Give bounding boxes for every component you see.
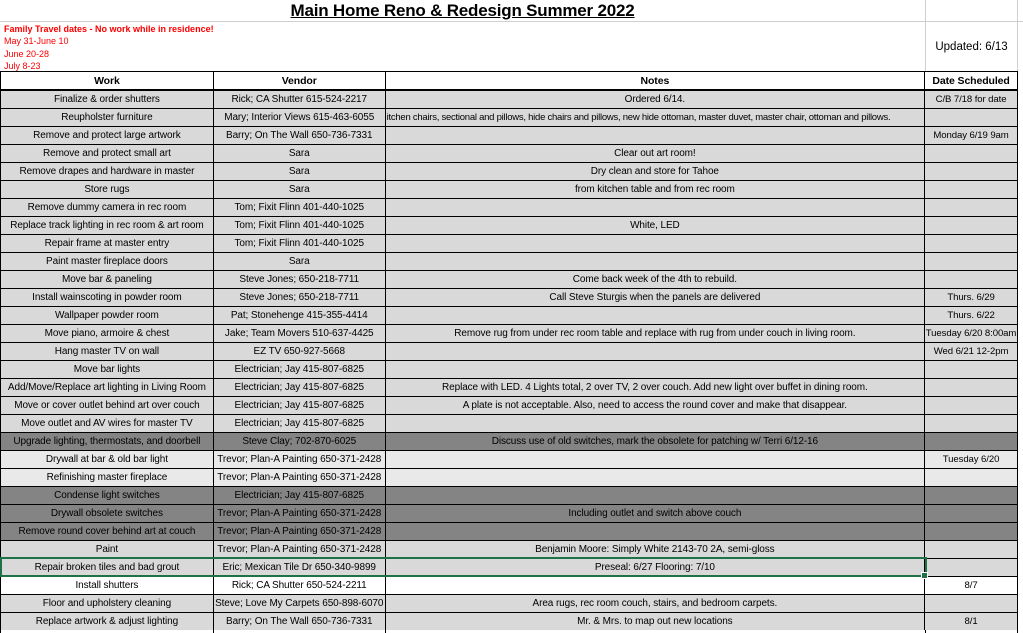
table-row: [1, 163, 1018, 181]
cell-notes[interactable]: [386, 307, 925, 324]
cell-vendor[interactable]: Electrician; Jay 415-807-6825: [214, 379, 386, 396]
cell-date[interactable]: [925, 217, 1018, 234]
cell-date[interactable]: [925, 181, 1018, 198]
cell-notes[interactable]: [386, 451, 925, 468]
cell-vendor[interactable]: Trevor; Plan-A Painting 650-371-2428: [214, 451, 386, 468]
cell-vendor[interactable]: Electrician; Jay 415-807-6825: [214, 415, 386, 432]
cell-vendor[interactable]: Barry; On The Wall 650-736-7331: [214, 613, 386, 630]
cell-date[interactable]: [925, 415, 1018, 432]
cell-vendor[interactable]: Rick; CA Shutter 615-524-2217: [214, 91, 386, 108]
cell-date[interactable]: [925, 253, 1018, 270]
cell-work[interactable]: Remove drapes and hardware in master: [1, 163, 214, 180]
cell-work[interactable]: Move piano, armoire & chest: [1, 325, 214, 342]
table-row: [1, 451, 1018, 469]
schedule-table: [0, 71, 1018, 631]
table-row: [1, 235, 1018, 253]
table-row: [1, 217, 1018, 235]
cell-vendor[interactable]: Steve Jones; 650-218-7711: [214, 289, 386, 306]
cell-notes[interactable]: [386, 577, 925, 594]
cell-work[interactable]: Remove and protect large artwork: [1, 127, 214, 144]
cell-notes[interactable]: Come back week of the 4th to rebuild.: [386, 271, 925, 288]
cell-work[interactable]: Remove round cover behind art at couch: [1, 523, 214, 540]
cell-vendor[interactable]: Sara: [214, 163, 386, 180]
cell-date[interactable]: Tuesday 6/20: [925, 451, 1018, 468]
cell-vendor[interactable]: Eric; Mexican Tile Dr 650-340-9899: [214, 559, 386, 576]
cell-date[interactable]: [925, 433, 1018, 450]
cell-work[interactable]: Hang master TV on wall: [1, 343, 214, 360]
table-row: [1, 469, 1018, 487]
cell-vendor[interactable]: Electrician; Jay 415-807-6825: [214, 397, 386, 414]
cell-notes[interactable]: Mr. & Mrs. to map out new locations: [386, 613, 925, 630]
cell-date[interactable]: [925, 487, 1018, 504]
cell-date[interactable]: Thurs. 6/29: [925, 289, 1018, 306]
table-row: [1, 325, 1018, 343]
cell-work[interactable]: Store rugs: [1, 181, 214, 198]
table-row: [1, 109, 1018, 127]
cell-work[interactable]: Paint master fireplace doors: [1, 253, 214, 270]
column-header-notes[interactable]: Notes: [386, 72, 925, 89]
cell-date[interactable]: [925, 559, 1018, 576]
cell-date[interactable]: [925, 199, 1018, 216]
gridline-horizontal: [0, 21, 1023, 22]
cell-vendor[interactable]: Trevor; Plan-A Painting 650-371-2428: [214, 469, 386, 486]
table-row: [1, 595, 1018, 613]
cell-work[interactable]: Repair broken tiles and bad grout: [1, 559, 214, 576]
cell-vendor[interactable]: Pat; Stonehenge 415-355-4414: [214, 307, 386, 324]
cell-work[interactable]: Paint: [1, 541, 214, 558]
cell-notes[interactable]: Including outlet and switch above couch: [386, 505, 925, 522]
column-header-date-scheduled[interactable]: Date Scheduled: [925, 72, 1018, 89]
table-row: [1, 289, 1018, 307]
cell-notes[interactable]: [386, 469, 925, 486]
cell-notes[interactable]: A plate is not acceptable. Also, need to access the round cover and make that disappear.: [386, 397, 925, 414]
cell-date[interactable]: C/B 7/18 for date: [925, 91, 1018, 108]
table-row: [1, 415, 1018, 433]
cell-vendor[interactable]: Trevor; Plan-A Painting 650-371-2428: [214, 523, 386, 540]
cell-vendor[interactable]: Trevor; Plan-A Painting 650-371-2428: [214, 505, 386, 522]
table-row: [1, 199, 1018, 217]
cell-work[interactable]: Remove and protect small art: [1, 145, 214, 162]
table-row: [1, 541, 1018, 559]
cell-notes[interactable]: Discuss use of old switches, mark the obsolete for patching w/ Terri 6/12-16: [386, 433, 925, 450]
cell-vendor[interactable]: Steve; Love My Carpets 650-898-6070: [214, 595, 386, 612]
cell-notes[interactable]: White, LED: [386, 217, 925, 234]
column-header-vendor[interactable]: Vendor: [214, 72, 386, 89]
table-row: [1, 361, 1018, 379]
cell-date[interactable]: [925, 163, 1018, 180]
table-header-row: [1, 72, 1018, 91]
cell-vendor[interactable]: Tom; Fixit Flinn 401-440-1025: [214, 235, 386, 252]
table-row: [1, 127, 1018, 145]
table-row: [1, 307, 1018, 325]
cell-work[interactable]: Condense light switches: [1, 487, 214, 504]
updated-date-cell[interactable]: Updated: 6/13: [935, 40, 1008, 53]
cell-work[interactable]: Replace artwork & adjust lighting: [1, 613, 214, 630]
cell-work[interactable]: Floor and upholstery cleaning: [1, 595, 214, 612]
cell-date[interactable]: [925, 379, 1018, 396]
cell-work[interactable]: Wallpaper powder room: [1, 307, 214, 324]
cell-date[interactable]: 8/1: [925, 613, 1018, 630]
cell-vendor[interactable]: Sara: [214, 253, 386, 270]
table-row: [1, 253, 1018, 271]
table-row: [1, 487, 1018, 505]
cell-work[interactable]: Add/Move/Replace art lighting in Living Room: [1, 379, 214, 396]
cell-vendor[interactable]: Electrician; Jay 415-807-6825: [214, 361, 386, 378]
cell-date[interactable]: [925, 523, 1018, 540]
table-row: [1, 523, 1018, 541]
table-row: [1, 145, 1018, 163]
cell-work[interactable]: Replace track lighting in rec room & art room: [1, 217, 214, 234]
cell-notes[interactable]: [386, 199, 925, 216]
travel-dates-range-3: July 8-23: [4, 61, 41, 72]
table-row: [1, 433, 1018, 451]
cell-date[interactable]: [925, 541, 1018, 558]
cell-notes[interactable]: [386, 487, 925, 504]
cell-vendor[interactable]: Sara: [214, 181, 386, 198]
table-row: [1, 379, 1018, 397]
cell-vendor[interactable]: Electrician; Jay 415-807-6825: [214, 487, 386, 504]
cell-date[interactable]: [925, 361, 1018, 378]
table-row: [1, 613, 1018, 631]
cell-notes[interactable]: Remove rug from under rec room table and replace with rug from under couch in living room.: [386, 325, 925, 342]
cell-vendor[interactable]: EZ TV 650-927-5668: [214, 343, 386, 360]
cell-notes[interactable]: [386, 415, 925, 432]
table-row: [1, 271, 1018, 289]
cell-notes[interactable]: Ordered 6/14.: [386, 91, 925, 108]
table-row: [1, 91, 1018, 109]
cell-work[interactable]: Install shutters: [1, 577, 214, 594]
cell-notes[interactable]: [386, 127, 925, 144]
cell-date[interactable]: 8/7: [925, 577, 1018, 594]
cell-vendor[interactable]: Tom; Fixit Flinn 401-440-1025: [214, 217, 386, 234]
cell-date[interactable]: [925, 145, 1018, 162]
cell-date[interactable]: [925, 595, 1018, 612]
cell-vendor[interactable]: Steve Jones; 650-218-7711: [214, 271, 386, 288]
cell-date[interactable]: [925, 235, 1018, 252]
cell-date[interactable]: [925, 469, 1018, 486]
table-row: [1, 577, 1018, 595]
table-row: [1, 559, 1018, 577]
cell-notes[interactable]: itchen chairs, sectional and pillows, hide chairs and pillows, new hide ottoman, master duvet, master chair, ottoman and pillows.: [386, 109, 925, 126]
table-row: [1, 397, 1018, 415]
travel-dates-range-1: May 31-June 10: [4, 36, 69, 47]
cell-work[interactable]: Finalize & order shutters: [1, 91, 214, 108]
cell-vendor[interactable]: Steve Clay; 702-870-6025: [214, 433, 386, 450]
travel-dates-range-2: June 20-28: [4, 48, 50, 59]
cell-date[interactable]: [925, 505, 1018, 522]
cell-vendor[interactable]: Trevor; Plan-A Painting 650-371-2428: [214, 541, 386, 558]
cell-notes[interactable]: [386, 343, 925, 360]
cell-date[interactable]: Wed 6/21 12-2pm: [925, 343, 1018, 360]
cell-notes[interactable]: Replace with LED. 4 Lights total, 2 over TV, 2 over couch. Add new light over buffet in dining room.: [386, 379, 925, 396]
cell-work[interactable]: Move bar lights: [1, 361, 214, 378]
cell-notes[interactable]: Clear out art room!: [386, 145, 925, 162]
cell-vendor[interactable]: Mary; Interior Views 615-463-6055: [214, 109, 386, 126]
cell-work[interactable]: Remove dummy camera in rec room: [1, 199, 214, 216]
cell-date[interactable]: [925, 397, 1018, 414]
column-header-work[interactable]: Work: [1, 72, 214, 89]
cell-work[interactable]: Install wainscoting in powder room: [1, 289, 214, 306]
cell-notes[interactable]: Call Steve Sturgis when the panels are delivered: [386, 289, 925, 306]
cell-work[interactable]: Move bar & paneling: [1, 271, 214, 288]
cell-vendor[interactable]: Rick; CA Shutter 650-524-2211: [214, 577, 386, 594]
cell-work[interactable]: Repair frame at master entry: [1, 235, 214, 252]
cell-work[interactable]: Move outlet and AV wires for master TV: [1, 415, 214, 432]
cell-notes[interactable]: Benjamin Moore: Simply White 2143-70 2A, semi-gloss: [386, 541, 925, 558]
cell-work[interactable]: Upgrade lighting, thermostats, and doorbell: [1, 433, 214, 450]
cell-vendor[interactable]: Jake; Team Movers 510-637-4425: [214, 325, 386, 342]
cell-date[interactable]: Thurs. 6/22: [925, 307, 1018, 324]
cell-date[interactable]: Tuesday 6/20 8:00am: [925, 325, 1018, 342]
cell-work[interactable]: Drywall obsolete switches: [1, 505, 214, 522]
table-row: [1, 505, 1018, 523]
cell-vendor[interactable]: Tom; Fixit Flinn 401-440-1025: [214, 199, 386, 216]
cell-notes[interactable]: [386, 253, 925, 270]
cell-date[interactable]: Monday 6/19 9am: [925, 127, 1018, 144]
page-title: Main Home Reno & Redesign Summer 2022: [290, 1, 635, 20]
cell-notes[interactable]: [386, 523, 925, 540]
table-row: [1, 181, 1018, 199]
cell-work[interactable]: Refinishing master fireplace: [1, 469, 214, 486]
cell-date[interactable]: [925, 271, 1018, 288]
travel-dates-headline: Family Travel dates - No work while in residence!: [4, 24, 214, 34]
cell-work[interactable]: Move or cover outlet behind art over couch: [1, 397, 214, 414]
travel-dates-note: [4, 23, 214, 73]
cell-notes[interactable]: Preseal: 6/27 Flooring: 7/10: [386, 559, 925, 576]
table-body: [1, 91, 1018, 631]
cell-notes[interactable]: Area rugs, rec room couch, stairs, and bedroom carpets.: [386, 595, 925, 612]
table-row: [1, 343, 1018, 361]
cell-notes[interactable]: [386, 361, 925, 378]
cell-notes[interactable]: from kitchen table and from rec room: [386, 181, 925, 198]
cell-notes[interactable]: Dry clean and store for Tahoe: [386, 163, 925, 180]
cell-date[interactable]: [925, 109, 1018, 126]
cell-work[interactable]: Drywall at bar & old bar light: [1, 451, 214, 468]
cell-notes[interactable]: [386, 235, 925, 252]
cell-vendor[interactable]: Sara: [214, 145, 386, 162]
cell-vendor[interactable]: Barry; On The Wall 650-736-7331: [214, 127, 386, 144]
cell-work[interactable]: Reupholster furniture: [1, 109, 214, 126]
